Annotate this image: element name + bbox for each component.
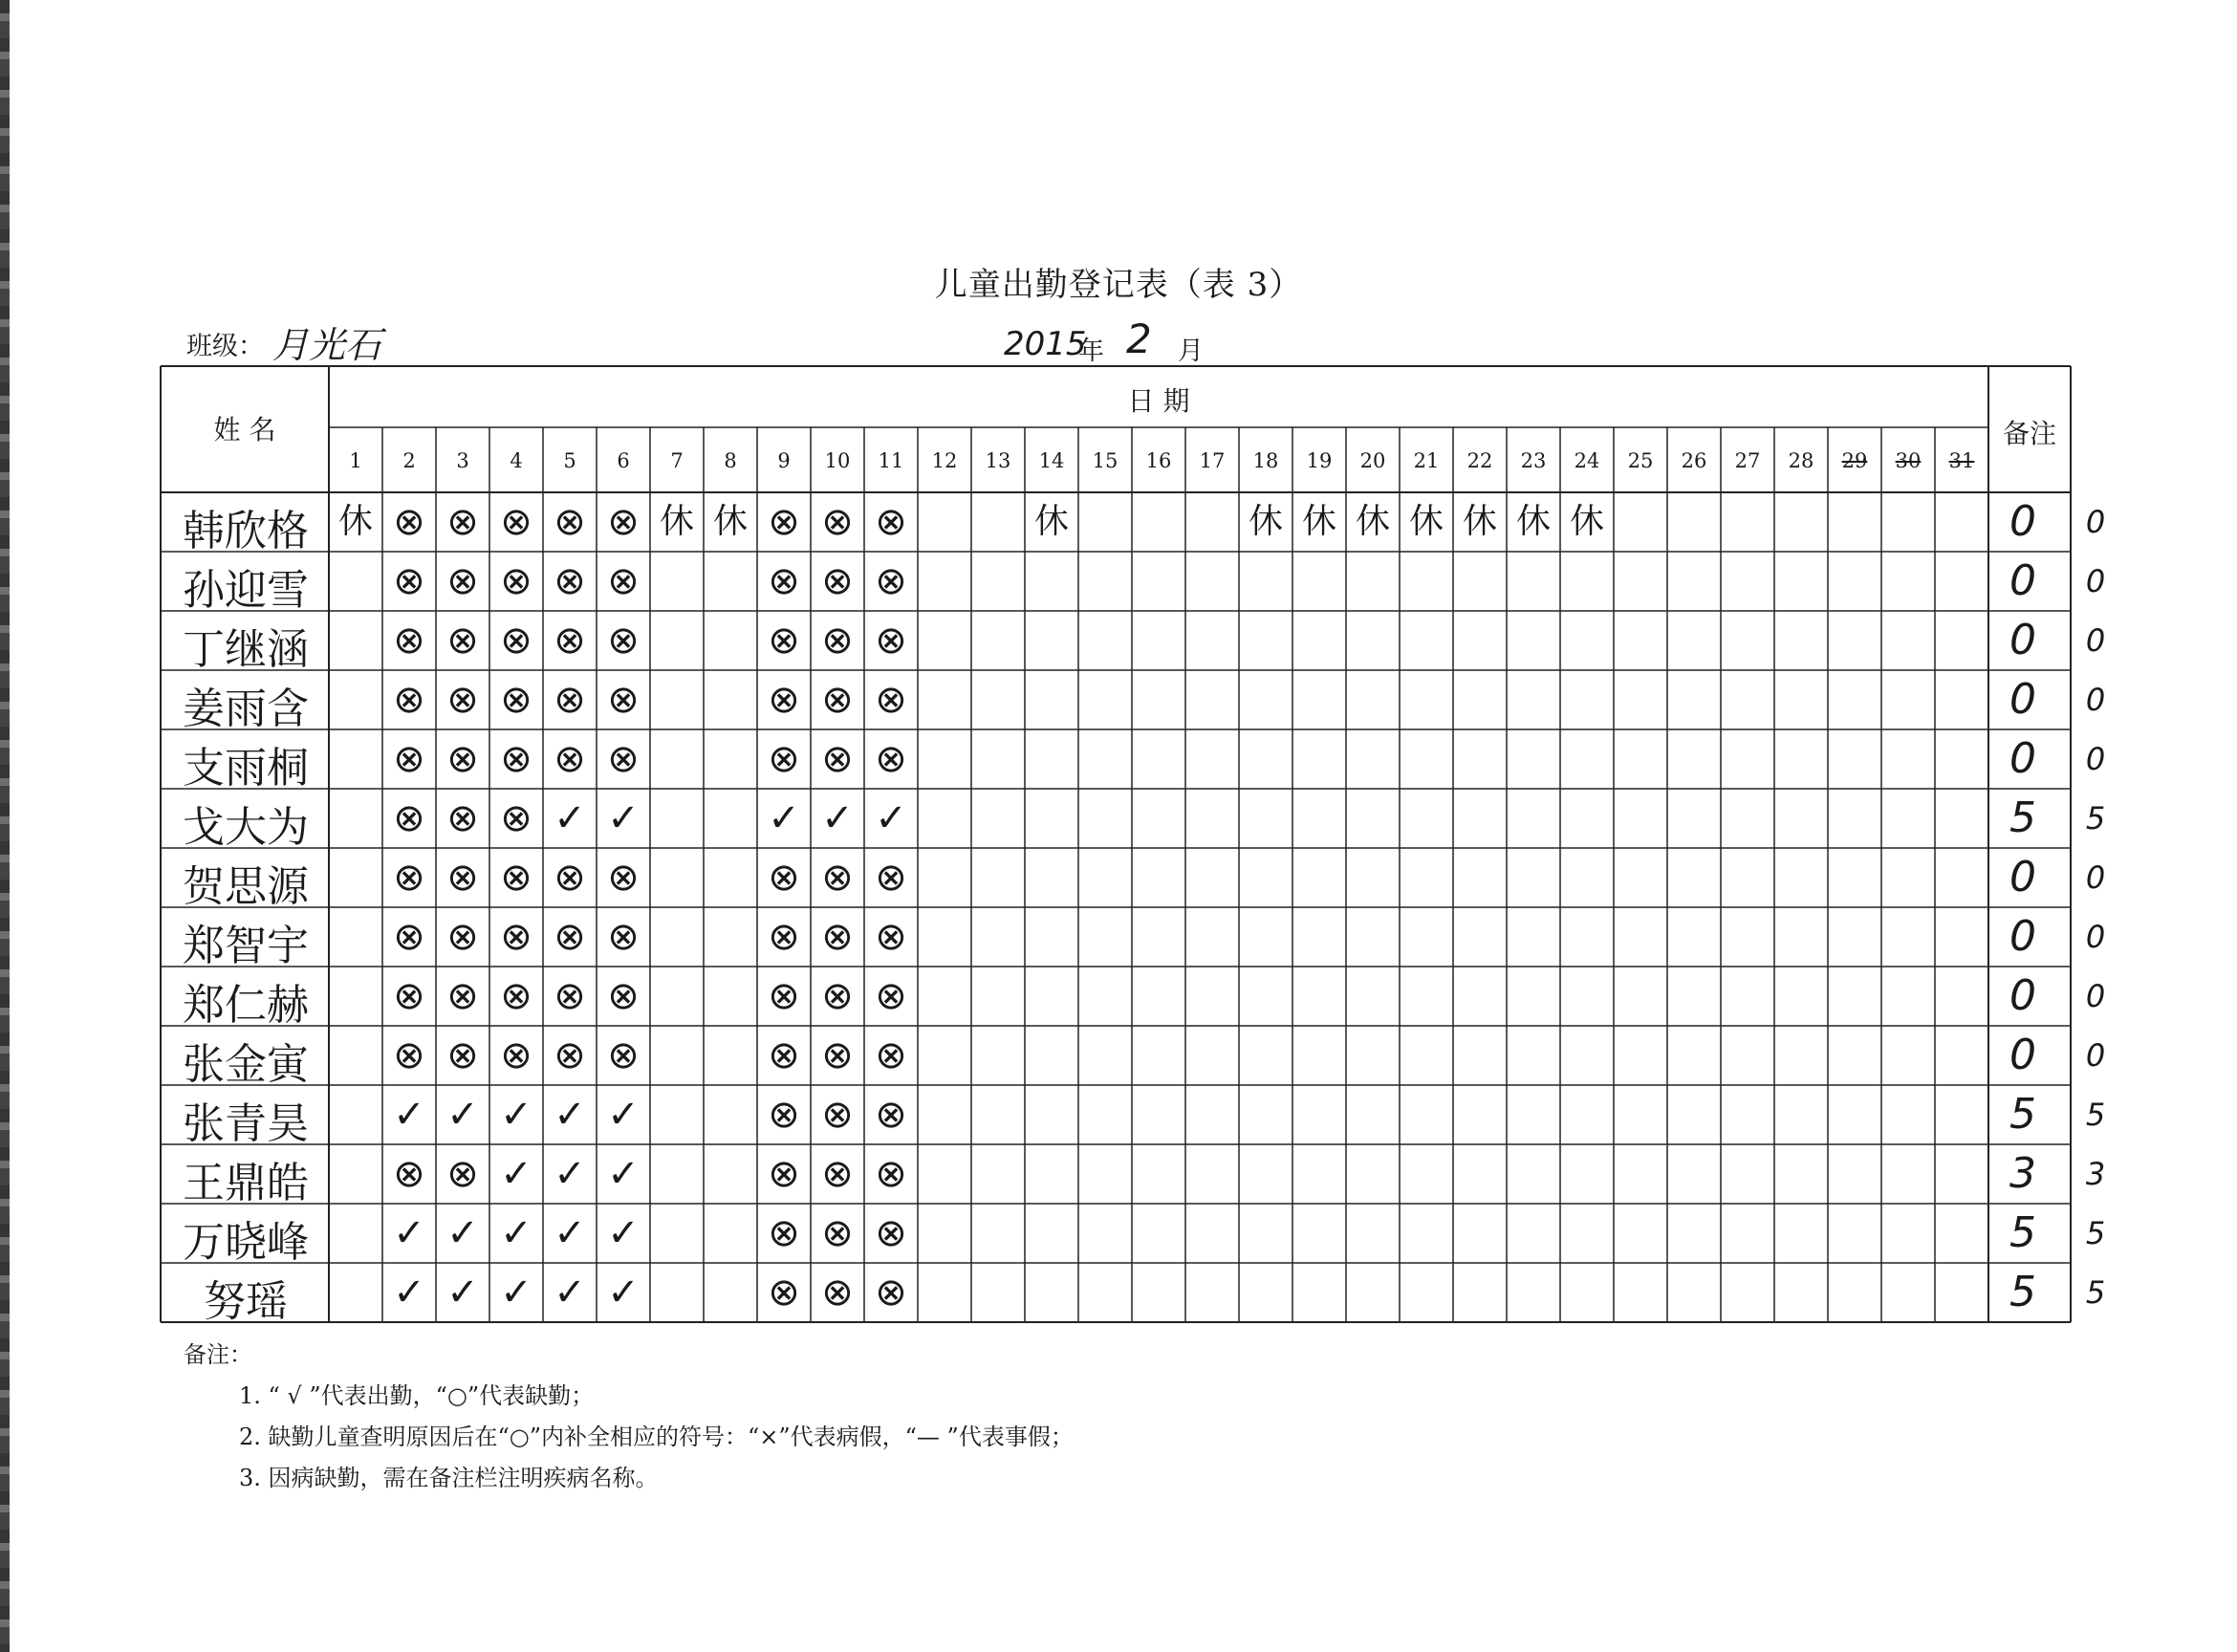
- child-name: 支雨桐: [183, 744, 309, 793]
- rest-mark: 休: [1248, 502, 1283, 541]
- margin-tally: 5: [2085, 1097, 2106, 1133]
- day-number: 20: [1359, 449, 1386, 472]
- present-mark: ✓: [875, 796, 907, 840]
- absent-mark: ⊗: [393, 974, 425, 1018]
- present-mark: ✓: [393, 1093, 425, 1137]
- margin-tally: 5: [2085, 800, 2106, 837]
- absent-mark: ⊗: [607, 619, 640, 663]
- remark-item-3: 3. 因病缺勤，需在备注栏注明疾病名称。: [239, 1465, 659, 1491]
- absent-mark: ⊗: [554, 974, 586, 1018]
- absent-mark: ⊗: [768, 856, 800, 900]
- absent-mark: ⊗: [875, 619, 907, 663]
- class-label: 班级：: [186, 332, 264, 361]
- absent-mark: ⊗: [875, 1211, 907, 1255]
- absent-mark: ⊗: [768, 1093, 800, 1137]
- day-number: 6: [617, 449, 630, 472]
- absent-mark: ⊗: [554, 559, 586, 603]
- child-name: 张青昊: [183, 1099, 309, 1148]
- absent-mark: ⊗: [821, 974, 854, 1018]
- absent-mark: ⊗: [875, 974, 907, 1018]
- present-mark: ✓: [768, 796, 800, 840]
- form-title: 儿童出勤登记表（表 3）: [934, 266, 1303, 304]
- rest-mark: 休: [337, 502, 373, 541]
- absent-mark: ⊗: [821, 1093, 854, 1137]
- note-value: 5: [2009, 1268, 2036, 1316]
- child-name: 贺思源: [183, 862, 309, 911]
- note-value: 0: [2009, 675, 2036, 724]
- rest-mark: 休: [1033, 502, 1069, 541]
- absent-mark: ⊗: [500, 796, 532, 840]
- day-number: 24: [1574, 449, 1600, 472]
- absent-mark: ⊗: [607, 974, 640, 1018]
- child-name: 郑智宇: [183, 922, 309, 970]
- absent-mark: ⊗: [607, 559, 640, 603]
- day-number: 12: [931, 449, 958, 472]
- present-mark: ✓: [607, 1152, 640, 1196]
- absent-mark: ⊗: [554, 856, 586, 900]
- margin-tally: 0: [2085, 1037, 2106, 1074]
- absent-mark: ⊗: [875, 1271, 907, 1315]
- absent-mark: ⊗: [875, 1152, 907, 1196]
- day-number: 8: [724, 449, 737, 472]
- day-number: 16: [1145, 449, 1172, 472]
- present-mark: ✓: [500, 1152, 532, 1196]
- absent-mark: ⊗: [554, 915, 586, 959]
- absent-mark: ⊗: [768, 1211, 800, 1255]
- year-label: 年: [1078, 337, 1104, 366]
- margin-tally: 0: [2085, 563, 2106, 599]
- absent-mark: ⊗: [393, 915, 425, 959]
- absent-mark: ⊗: [607, 500, 640, 544]
- day-number: 13: [985, 449, 1011, 472]
- note-value: 0: [2009, 971, 2036, 1020]
- present-mark: ✓: [554, 1152, 586, 1196]
- child-name: 郑仁赫: [183, 981, 309, 1030]
- present-mark: ✓: [607, 796, 640, 840]
- remarks-title: 备注：: [184, 1341, 252, 1368]
- day-number: 17: [1199, 449, 1226, 472]
- present-mark: ✓: [607, 1211, 640, 1255]
- absent-mark: ⊗: [446, 1152, 479, 1196]
- absent-mark: ⊗: [821, 1211, 854, 1255]
- absent-mark: ⊗: [500, 619, 532, 663]
- absent-mark: ⊗: [446, 856, 479, 900]
- absent-mark: ⊗: [821, 737, 854, 781]
- present-mark: ✓: [607, 1093, 640, 1137]
- rest-mark: 休: [1462, 502, 1497, 541]
- day-number: 10: [824, 449, 851, 472]
- absent-mark: ⊗: [607, 737, 640, 781]
- class-value: 月光石: [272, 324, 382, 366]
- absent-mark: ⊗: [875, 678, 907, 722]
- present-mark: ✓: [393, 1271, 425, 1315]
- margin-tally: 5: [2085, 1274, 2106, 1311]
- absent-mark: ⊗: [875, 559, 907, 603]
- absent-mark: ⊗: [821, 1033, 854, 1077]
- absent-mark: ⊗: [875, 737, 907, 781]
- rest-mark: 休: [712, 502, 748, 541]
- present-mark: ✓: [500, 1093, 532, 1137]
- day-number: 26: [1681, 449, 1707, 472]
- day-number: 19: [1306, 449, 1333, 472]
- margin-tally: 0: [2085, 504, 2106, 540]
- margin-tally: 3: [2085, 1156, 2106, 1192]
- absent-mark: ⊗: [393, 500, 425, 544]
- absent-mark: ⊗: [768, 1152, 800, 1196]
- absent-mark: ⊗: [875, 500, 907, 544]
- absent-mark: ⊗: [446, 974, 479, 1018]
- absent-mark: ⊗: [821, 915, 854, 959]
- day-number: 4: [510, 449, 523, 472]
- absent-mark: ⊗: [393, 737, 425, 781]
- note-value: 0: [2009, 556, 2036, 605]
- day-number: 1: [349, 449, 362, 472]
- remark-item-1: 1. “ √ ”代表出勤，“○”代表缺勤；: [239, 1382, 595, 1409]
- absent-mark: ⊗: [821, 1152, 854, 1196]
- present-mark: ✓: [500, 1271, 532, 1315]
- day-number: 5: [563, 449, 576, 472]
- absent-mark: ⊗: [500, 1033, 532, 1077]
- present-mark: ✓: [554, 796, 586, 840]
- absent-mark: ⊗: [607, 915, 640, 959]
- child-name: 戈大为: [183, 803, 309, 852]
- absent-mark: ⊗: [607, 1033, 640, 1077]
- absent-mark: ⊗: [393, 619, 425, 663]
- present-mark: ✓: [607, 1271, 640, 1315]
- day-number: 29: [1841, 449, 1868, 472]
- child-name: 丁继涵: [183, 625, 309, 674]
- present-mark: ✓: [554, 1093, 586, 1137]
- absent-mark: ⊗: [607, 856, 640, 900]
- rest-mark: 休: [1301, 502, 1336, 541]
- child-name: 万晓峰: [183, 1218, 309, 1267]
- absent-mark: ⊗: [768, 678, 800, 722]
- absent-mark: ⊗: [554, 1033, 586, 1077]
- present-mark: ✓: [554, 1271, 586, 1315]
- absent-mark: ⊗: [554, 737, 586, 781]
- absent-mark: ⊗: [500, 974, 532, 1018]
- absent-mark: ⊗: [768, 500, 800, 544]
- absent-mark: ⊗: [446, 915, 479, 959]
- absent-mark: ⊗: [446, 1033, 479, 1077]
- margin-tally: 0: [2085, 682, 2106, 718]
- absent-mark: ⊗: [875, 1093, 907, 1137]
- absent-mark: ⊗: [500, 856, 532, 900]
- margin-tally: 0: [2085, 978, 2106, 1014]
- absent-mark: ⊗: [393, 559, 425, 603]
- present-mark: ✓: [554, 1211, 586, 1255]
- absent-mark: ⊗: [446, 500, 479, 544]
- absent-mark: ⊗: [393, 1152, 425, 1196]
- day-number: 11: [878, 449, 904, 472]
- absent-mark: ⊗: [875, 915, 907, 959]
- day-number: 28: [1788, 449, 1814, 472]
- present-mark: ✓: [821, 796, 854, 840]
- absent-mark: ⊗: [821, 678, 854, 722]
- day-number: 18: [1252, 449, 1279, 472]
- absent-mark: ⊗: [446, 737, 479, 781]
- note-value: 5: [2009, 1208, 2036, 1257]
- present-mark: ✓: [446, 1093, 479, 1137]
- absent-mark: ⊗: [821, 856, 854, 900]
- absent-mark: ⊗: [500, 559, 532, 603]
- absent-mark: ⊗: [768, 1271, 800, 1315]
- absent-mark: ⊗: [500, 737, 532, 781]
- absent-mark: ⊗: [446, 796, 479, 840]
- year-value: 2015: [1004, 325, 1087, 363]
- notes-column-header: 备注: [2002, 418, 2056, 449]
- day-number: 21: [1413, 449, 1440, 472]
- rest-mark: 休: [659, 502, 694, 541]
- rest-mark: 休: [1569, 502, 1604, 541]
- month-label: 月: [1178, 337, 1204, 366]
- child-name: 努瑶: [204, 1277, 288, 1326]
- note-value: 3: [2009, 1149, 2036, 1198]
- absent-mark: ⊗: [393, 796, 425, 840]
- absent-mark: ⊗: [393, 678, 425, 722]
- note-value: 0: [2009, 616, 2036, 664]
- absent-mark: ⊗: [554, 500, 586, 544]
- absent-mark: ⊗: [875, 1033, 907, 1077]
- absent-mark: ⊗: [768, 1033, 800, 1077]
- absent-mark: ⊗: [500, 915, 532, 959]
- present-mark: ✓: [446, 1211, 479, 1255]
- name-column-header: 姓 名: [213, 414, 276, 446]
- day-number: 31: [1948, 449, 1975, 472]
- absent-mark: ⊗: [446, 678, 479, 722]
- note-value: 5: [2009, 1090, 2036, 1139]
- absent-mark: ⊗: [821, 619, 854, 663]
- date-column-header: 日 期: [1127, 385, 1190, 417]
- absent-mark: ⊗: [500, 678, 532, 722]
- absent-mark: ⊗: [768, 915, 800, 959]
- day-number: 30: [1895, 449, 1922, 472]
- absent-mark: ⊗: [768, 619, 800, 663]
- note-value: 0: [2009, 734, 2036, 783]
- absent-mark: ⊗: [768, 974, 800, 1018]
- day-number: 23: [1520, 449, 1547, 472]
- present-mark: ✓: [500, 1211, 532, 1255]
- child-name: 孙迎雪: [183, 566, 309, 615]
- present-mark: ✓: [393, 1211, 425, 1255]
- absent-mark: ⊗: [554, 678, 586, 722]
- absent-mark: ⊗: [500, 500, 532, 544]
- day-number: 22: [1466, 449, 1493, 472]
- absent-mark: ⊗: [875, 856, 907, 900]
- margin-tally: 5: [2085, 1215, 2106, 1251]
- child-name: 张金寅: [183, 1040, 309, 1089]
- day-number: 25: [1627, 449, 1654, 472]
- day-number: 15: [1092, 449, 1118, 472]
- absent-mark: ⊗: [607, 678, 640, 722]
- day-number: 27: [1734, 449, 1761, 472]
- day-number: 9: [777, 449, 791, 472]
- absent-mark: ⊗: [821, 500, 854, 544]
- note-value: 0: [2009, 1031, 2036, 1079]
- absent-mark: ⊗: [554, 619, 586, 663]
- child-name: 王鼎皓: [183, 1159, 309, 1207]
- remark-item-2: 2. 缺勤儿童查明原因后在“○”内补全相应的符号：“×”代表病假，“— ”代表事假；: [239, 1424, 1074, 1450]
- margin-tally: 0: [2085, 741, 2106, 777]
- absent-mark: ⊗: [768, 559, 800, 603]
- absent-mark: ⊗: [821, 1271, 854, 1315]
- present-mark: ✓: [446, 1271, 479, 1315]
- absent-mark: ⊗: [446, 619, 479, 663]
- rest-mark: 休: [1408, 502, 1444, 541]
- month-value: 2: [1126, 315, 1152, 362]
- margin-tally: 0: [2085, 859, 2106, 896]
- margin-tally: 0: [2085, 622, 2106, 659]
- day-number: 7: [670, 449, 684, 472]
- absent-mark: ⊗: [768, 737, 800, 781]
- absent-mark: ⊗: [446, 559, 479, 603]
- note-value: 5: [2009, 793, 2036, 842]
- day-number: 2: [402, 449, 416, 472]
- day-number: 3: [456, 449, 469, 472]
- absent-mark: ⊗: [393, 856, 425, 900]
- rest-mark: 休: [1515, 502, 1551, 541]
- note-value: 0: [2009, 497, 2036, 546]
- day-number: 14: [1038, 449, 1065, 472]
- note-value: 0: [2009, 853, 2036, 902]
- child-name: 姜雨含: [183, 685, 309, 733]
- absent-mark: ⊗: [393, 1033, 425, 1077]
- note-value: 0: [2009, 912, 2036, 961]
- child-name: 韩欣格: [183, 507, 309, 555]
- margin-tally: 0: [2085, 919, 2106, 955]
- rest-mark: 休: [1355, 502, 1390, 541]
- absent-mark: ⊗: [821, 559, 854, 603]
